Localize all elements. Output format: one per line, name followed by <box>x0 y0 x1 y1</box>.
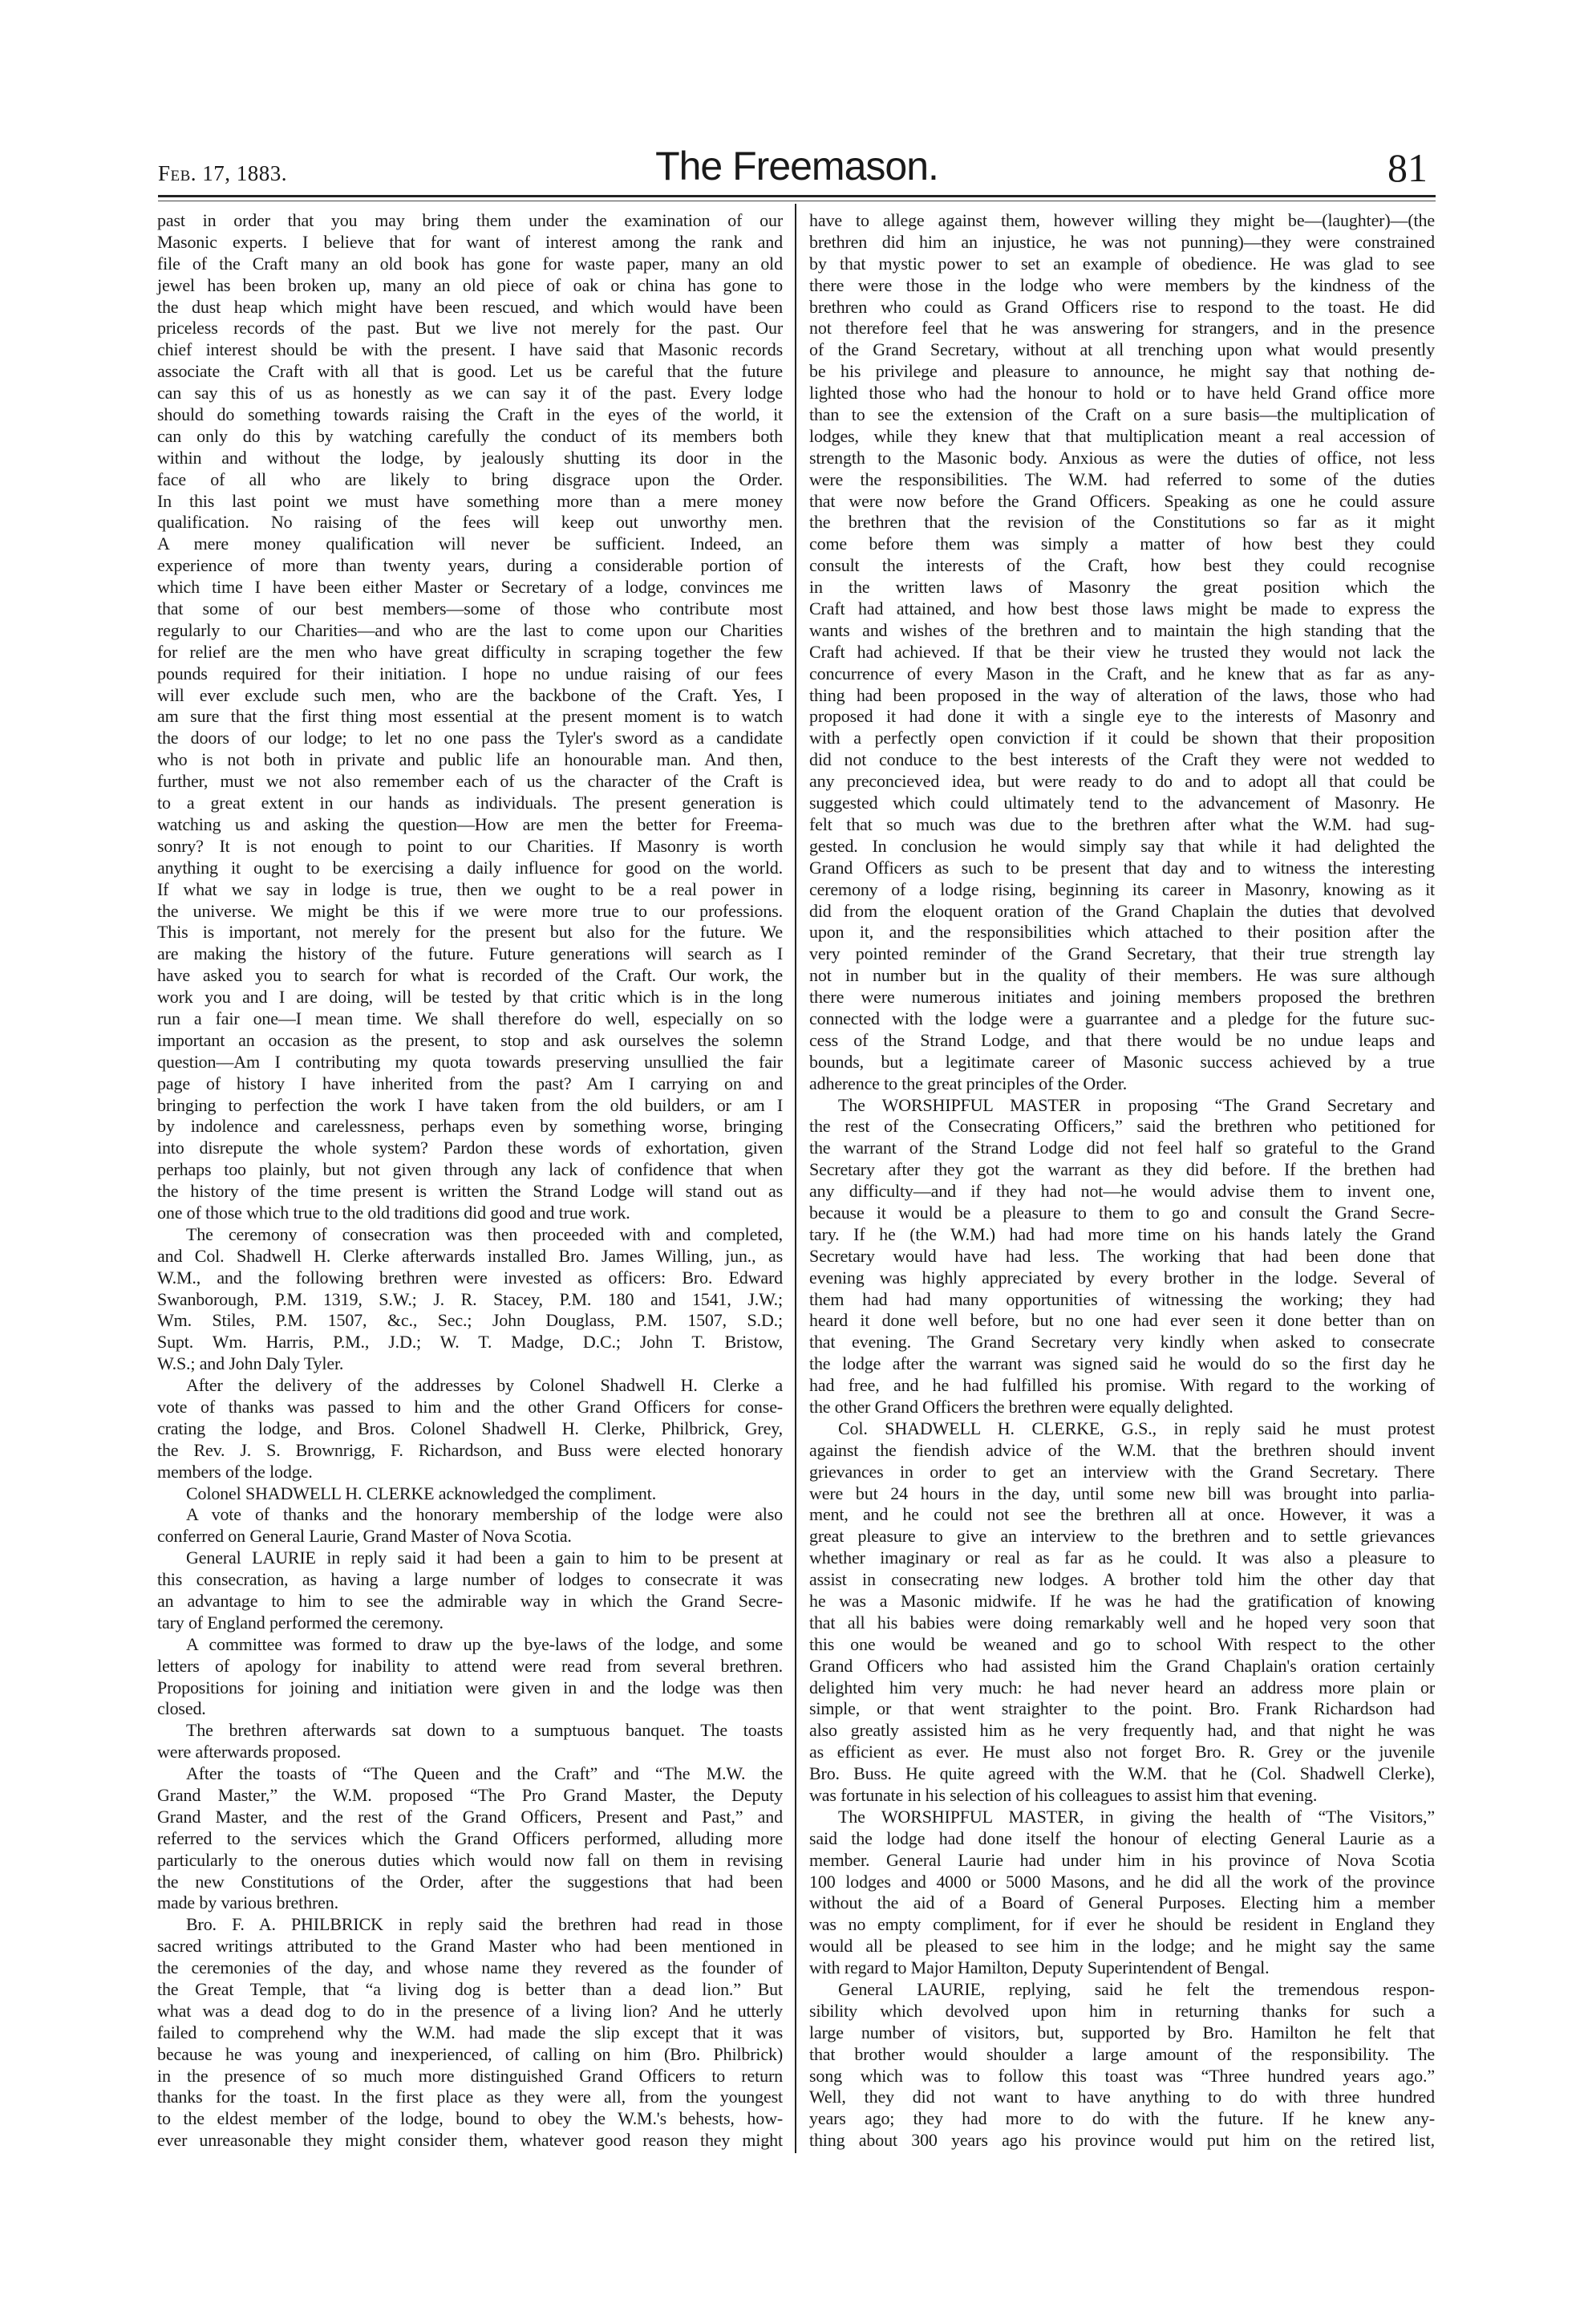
paragraph <box>157 1504 783 1547</box>
text-line: am sure that the first thing most essential at the present moment is to watch <box>157 706 783 727</box>
paragraph <box>157 1375 783 1483</box>
text-line: question—Am I contributing my quota towards preserving unsullied the fair <box>157 1051 783 1072</box>
text-line: there were those in the lodge who were members by the kindness of the <box>809 274 1435 295</box>
text-line: against the fiendish advice of the W.M. that the brethren should invent <box>809 1439 1435 1460</box>
text-line: lodges, while they knew that that multiplication meant a real accession of <box>809 425 1435 446</box>
text-line: cess of the Strand Lodge, and that there would be no undue leaps and <box>809 1029 1435 1050</box>
text-line: perhaps too plainly, but not given through any lack of confidence that when <box>157 1159 783 1180</box>
text-line: important an occasion as the present, to stop and ask ourselves the solemn <box>157 1029 783 1050</box>
text-line: A mere money qualification will never be sufficient. Indeed, an <box>157 533 783 554</box>
text-line: any preconcieved idea, but were ready to do and to adopt all that could be <box>809 771 1435 792</box>
text-line: Col. SHADWELL H. CLERKE, G.S., in reply said he must protest <box>838 1418 1435 1438</box>
text-line: be his privilege and pleasure to announce, he might say that nothing de- <box>809 361 1435 382</box>
text-line: did from the eloquent oration of the Grand Chaplain the duties that devolved <box>809 900 1435 921</box>
text-line: Grand Officers who had assisted him the Grand Chaplain's oration certainly <box>809 1655 1435 1676</box>
text-line: that some of our best members—some of those who contribute most <box>157 598 783 619</box>
text-line: without the aid of a Board of General Purposes. Electing him a member <box>809 1892 1435 1913</box>
text-line: Bro. Buss. He quite agreed with the W.M. that he (Col. Shadwell Clerke), <box>809 1763 1435 1784</box>
text-line: tary. If he (the W.M.) had had more time on his hands lately the Grand <box>809 1223 1435 1244</box>
text-line: can only do this by watching carefully the conduct of its members both <box>157 425 783 446</box>
column-divider <box>795 204 796 2153</box>
text-line: page of history I have inherited from the past? Am I carrying on and <box>157 1073 783 1093</box>
text-line: closed. <box>157 1698 206 1719</box>
text-line: whether imaginary or real as far as he could. It was also a pleasure to <box>809 1547 1435 1568</box>
text-line: General LAURIE, replying, said he felt the tremendous respon- <box>838 1979 1435 2000</box>
text-line: the rest of the Consecrating Officers,” said the brethren who petitioned for <box>809 1116 1435 1137</box>
text-line: lighted those who had the honour to hold or to have held Grand office more <box>809 383 1435 404</box>
text-line: should do something towards raising the Craft in the eyes of the world, it <box>157 404 783 425</box>
text-line: years ago; they had more to do with the future. If he knew any- <box>809 2108 1435 2129</box>
text-line: referred to the services which the Grand Officers performed, alluding more <box>157 1827 783 1848</box>
text-line: tary of England performed the ceremony. <box>157 1612 444 1633</box>
text-line: had free, and he had fulfilled his promise. With regard to the working of <box>809 1375 1435 1396</box>
text-line: Craft had achieved. If that be their view he trusted they would not lack the <box>809 641 1435 662</box>
masthead <box>158 136 1436 193</box>
text-line: to a great extent in our hands as individuals. The present generation is <box>157 793 783 813</box>
text-line: General LAURIE in reply said it had been a gain to him to be present at <box>186 1547 783 1568</box>
text-line: jewel has been broken up, many an old piece of oak or china has gone to <box>157 274 783 295</box>
text-line: this one would be weaned and go to school With respect to the other <box>809 1633 1435 1654</box>
text-line: with a perfectly open conviction if it could be shown that their proposition <box>809 728 1435 748</box>
text-line: regularly to our Charities—and who are the last to come upon our Charities <box>157 619 783 640</box>
text-line: the dust heap which might have been rescued, and which would have been <box>157 296 783 317</box>
text-line: were but 24 hours in the day, until some new bill was brought into parlia- <box>809 1483 1435 1503</box>
text-line: concurrence of every Mason in the Craft, and he knew that as far as any- <box>809 663 1435 683</box>
text-line: ever unreasonable they might consider them, whatever good reason they might <box>157 2130 783 2151</box>
text-line: run a fair one—I mean time. We shall therefore do well, especially on so <box>157 1008 783 1028</box>
paragraph <box>157 210 783 1224</box>
text-line: he was a Masonic midwife. If he was he had the gratification of knowing <box>809 1591 1435 1611</box>
text-line: song which was to follow this toast was “Three hundred years ago.” <box>809 2065 1435 2086</box>
text-line: also greatly assisted him as he very frequently had, and that night he was <box>809 1720 1435 1741</box>
text-line: The ceremony of consecration was then proceeded with and completed, <box>186 1223 783 1244</box>
text-line: that were now before the Grand Officers. Speaking as one he could assure <box>809 490 1435 511</box>
text-line: will ever exclude such men, who are the backbone of the Craft. Yes, I <box>157 684 783 705</box>
text-line: adherence to the great principles of the Order. <box>809 1073 1128 1093</box>
text-line: grievances in order to get an interview with the Grand Secretary. There <box>809 1461 1435 1482</box>
text-line: Wm. Stiles, P.M. 1507, &c., Sec.; John Douglass, P.M. 1507, S.D.; <box>157 1310 783 1331</box>
text-line: felt that so much was due to the brethren after what the W.M. had sug- <box>809 813 1435 834</box>
text-line: chief interest should be with the present. I have said that Masonic records <box>157 339 783 360</box>
text-line: an advantage to him to see the admirable way in which the Grand Secre- <box>157 1591 783 1611</box>
text-line: consult the interests of the Craft, how best they could recognise <box>809 555 1435 576</box>
text-line: can say this of us as honestly as we can say it of the past. Every lodge <box>157 383 783 404</box>
paragraph <box>157 1634 783 1721</box>
text-line: for relief are the men who have great difficulty in scraping together the few <box>157 641 783 662</box>
text-line: there were numerous initiates and joining members proposed the brethren <box>809 987 1435 1008</box>
text-line: in the written laws of Masonry the great position which the <box>809 577 1435 598</box>
text-line: this consecration, as having a large number of lodges to consecrate it was <box>157 1569 783 1590</box>
text-line: delighted him very much: he had never heard an address more plain or <box>809 1677 1435 1698</box>
text-line: sibility which devolved upon him in returning thanks for such a <box>809 2000 1435 2021</box>
text-line: large number of visitors, but, supported by Bro. Hamilton he felt that <box>809 2022 1435 2042</box>
text-line: Secretary would have had less. The working that had been done that <box>809 1245 1435 1266</box>
text-line: the Rev. J. S. Brownrigg, F. Richardson, and Buss were elected honorary <box>157 1439 783 1460</box>
text-line: W.M., and the following brethren were invested as officers: Bro. Edward <box>157 1267 783 1288</box>
text-line: sacred writings attributed to the Grand Master who had been mentioned in <box>157 1936 783 1957</box>
text-line: the ceremonies of the day, and whose name they revered as the founder of <box>157 1957 783 1978</box>
text-line: simple, or that went straighter to the point. Bro. Frank Richardson had <box>809 1698 1435 1719</box>
text-line: in the presence of so much more distinguished Grand Officers to return <box>157 2065 783 2086</box>
text-line: further, must we not also remember each of us the character of the Craft is <box>157 771 783 792</box>
text-line: brethren did him an injustice, he was not punning)—they were constrained <box>809 231 1435 252</box>
text-line: ment, and he could not see the brethren all at once. However, it was a <box>809 1504 1435 1525</box>
text-line: face of all who are likely to bring disgrace upon the Order. <box>157 468 783 489</box>
text-line: The WORSHIPFUL MASTER in proposing “The Grand Secretary and <box>838 1094 1435 1115</box>
text-line: particularly to the onerous duties which would now fall on them in revising <box>157 1849 783 1870</box>
text-line: the brethren that the revision of the Constitutions so far as it might <box>809 512 1435 533</box>
text-line: anything it ought to be exercising a daily influence for good on the world. <box>157 857 783 878</box>
text-line: work you and I are doing, will be tested by that critic which is in the long <box>157 987 783 1008</box>
text-line: failed to comprehend why the W.M. had made the slip except that it was <box>157 2022 783 2042</box>
text-line: by indolence and carelessness, perhaps even by something worse, bringing <box>157 1116 783 1137</box>
text-line: the lodge after the warrant was signed said he would do so the first day he <box>809 1353 1435 1374</box>
paragraph <box>809 1807 1435 1979</box>
text-line: not therefore feel that he was answering for strangers, and in the presence <box>809 318 1435 339</box>
text-line: Supt. Wm. Harris, P.M., J.D.; W. T. Madge, D.C.; John T. Bristow, <box>157 1332 783 1353</box>
text-line: the warrant of the Strand Lodge did not feel half so grateful to the Grand <box>809 1138 1435 1158</box>
text-line: into disrepute the whole system? Pardon these words of exhortation, given <box>157 1138 783 1158</box>
text-line: the doors of our lodge; to let no one pass the Tyler's sword as a candidate <box>157 728 783 748</box>
text-line: W.S.; and John Daly Tyler. <box>157 1353 344 1374</box>
text-line: brethren who could as Grand Officers rise to respond to the toast. He did <box>809 296 1435 317</box>
text-line: The WORSHIPFUL MASTER, in giving the health of “The Visitors,” <box>838 1806 1435 1827</box>
paragraph <box>809 1979 1435 2152</box>
text-line: Craft had attained, and how best those laws might be made to express the <box>809 598 1435 619</box>
text-line: very pointed reminder of the Grand Secretary, that their true strength lay <box>809 943 1435 964</box>
text-line: watching us and asking the question—How are men the better for Freema- <box>157 813 783 834</box>
text-line: assist in consecrating new lodges. A brother told him the other day that <box>809 1569 1435 1590</box>
paragraph <box>157 1224 783 1375</box>
text-line: connected with the lodge were a guarrantee and a pledge for the future suc- <box>809 1008 1435 1028</box>
text-line: proposed it had done it with a single eye to the interests of Masonry and <box>809 706 1435 727</box>
text-line: The brethren afterwards sat down to a sumptuous banquet. The toasts <box>186 1720 783 1741</box>
text-line: the history of the time present is written the Strand Lodge will stand out as <box>157 1181 783 1202</box>
text-line: If what we say in lodge is true, then we ought to be a real power in <box>157 878 783 899</box>
paragraph <box>809 1418 1435 1807</box>
text-line: were the responsibilities. The W.M. had referred to some of the duties <box>809 468 1435 489</box>
text-line: In this last point we must have something more than a mere money <box>157 490 783 511</box>
text-line: After the delivery of the addresses by Colonel Shadwell H. Clerke a <box>186 1375 783 1396</box>
text-line: than to see the extension of the Craft on a sure basis—the multiplication of <box>809 404 1435 425</box>
text-line: of the Grand Secretary, without at all trenching upon what would presently <box>809 339 1435 360</box>
text-line: vote of thanks was passed to him and the other Grand Officers for conse- <box>157 1396 783 1417</box>
text-line: thing about 300 years ago his province would put him on the retired list, <box>809 2130 1435 2151</box>
text-line: as efficient as ever. He must also not forget Bro. R. Grey or the juvenile <box>809 1742 1435 1762</box>
text-line: with regard to Major Hamilton, Deputy Superintendent of Bengal. <box>809 1957 1270 1978</box>
text-line: that evening. The Grand Secretary very kindly when asked to consecrate <box>809 1332 1435 1353</box>
paragraph <box>157 1547 783 1634</box>
text-line: ceremony of a lodge rising, beginning its career in Masonry, knowing as it <box>809 878 1435 899</box>
text-line: Propositions for joining and initiation were given in and the lodge was then <box>157 1677 783 1698</box>
text-line: thing had been proposed in the way of alteration of the laws, those who had <box>809 684 1435 705</box>
page-number: 81 <box>1387 145 1428 190</box>
text-line: Colonel SHADWELL H. CLERKE acknowledged the compliment. <box>186 1483 657 1503</box>
text-line: thanks for the toast. In the first place as they were all, from the youngest <box>157 2087 783 2107</box>
text-line: made by various brethren. <box>157 1892 338 1913</box>
text-line: pounds required for their initiation. I hope no undue raising of our fees <box>157 663 783 683</box>
text-line: wants and wishes of the brethren and to maintain the high standing that the <box>809 619 1435 640</box>
paragraph <box>157 1763 783 1914</box>
text-line: the universe. We might be this if we were more true to our professions. <box>157 900 783 921</box>
text-line: gested. In conclusion he would simply say that while it had delighted the <box>809 835 1435 856</box>
text-line: was fortunate in his selection of his colleagues to assist him that evening. <box>809 1785 1318 1806</box>
text-line: Grand Master,” the W.M. proposed “The Pro Grand Master, the Deputy <box>157 1785 783 1806</box>
text-line: and Col. Shadwell H. Clerke afterwards installed Bro. James Willing, jun., as <box>157 1245 783 1266</box>
text-line: Masonic experts. I believe that for want of interest among the rank and <box>157 231 783 252</box>
text-line: would all be pleased to see him in the lodge; and he might say the same <box>809 1936 1435 1957</box>
text-line: because it would be a pleasure to them to go and consult the Grand Secre- <box>809 1202 1435 1223</box>
text-line: are making the history of the future. Future generations will search as I <box>157 943 783 964</box>
issue-date: Feb. 17, 1883. <box>158 161 288 185</box>
text-line: great pleasure to give an interview to the brethren and to settle grievances <box>809 1526 1435 1547</box>
text-line: heard it done well before, but no one had ever seen it done better than on <box>809 1310 1435 1331</box>
text-line: who is not both in private and public life an honourable man. And then, <box>157 749 783 770</box>
text-line: what was a dead dog to do in the presence of a living lion? And he utterly <box>157 2000 783 2021</box>
text-line: Secretary after they got the warrant as they did before. If the brethen had <box>809 1159 1435 1180</box>
text-line: which time I have been either Master or Secretary of a lodge, convinces me <box>157 577 783 598</box>
text-line: were afterwards proposed. <box>157 1742 341 1762</box>
text-line: them had had many opportunities of witnessing the working; they had <box>809 1288 1435 1309</box>
newspaper-title: The Freemason. <box>655 144 938 189</box>
text-line: bounds, but a legitimate career of Masonic success achieved by a true <box>809 1051 1435 1072</box>
text-line: come before them was simply a matter of how best they could <box>809 533 1435 554</box>
text-line: This is important, not merely for the present but also for the future. We <box>157 922 783 943</box>
text-line: strength to the Masonic body. Anxious as were the duties of office, not less <box>809 447 1435 468</box>
text-line: have to allege against them, however willing they might be—(laughter)—(the <box>809 210 1435 230</box>
text-line: qualification. No raising of the fees will keep out unworthy men. <box>157 512 783 533</box>
paragraph <box>157 1483 783 1505</box>
text-line: crating the lodge, and Bros. Colonel Shadwell H. Clerke, Philbrick, Grey, <box>157 1418 783 1438</box>
text-line: any difficulty—and if they had not—he would advise them to invent one, <box>809 1181 1435 1202</box>
text-line: file of the Craft many an old book has gone for waste paper, many an old <box>157 253 783 274</box>
paragraph <box>157 1720 783 1763</box>
text-line: have asked you to search for what is recorded of the Craft. Our work, the <box>157 965 783 986</box>
text-line: by that mystic power to set an example of obedience. He was glad to see <box>809 253 1435 274</box>
text-line: upon it, and the responsibilities which attached to their position after the <box>809 922 1435 943</box>
text-line: within and without the lodge, by jealously shutting its door in the <box>157 447 783 468</box>
text-line: Swanborough, P.M. 1319, S.W.; J. R. Stacey, P.M. 180 and 1541, J.W.; <box>157 1288 783 1309</box>
paragraph <box>157 1914 783 2152</box>
paragraph <box>809 1095 1435 1418</box>
article-column-right <box>809 210 1435 2152</box>
text-line: conferred on General Laurie, Grand Master of Nova Scotia. <box>157 1526 572 1547</box>
text-line: the Great Temple, that “a living dog is better than a dead lion.” But <box>157 1979 783 2000</box>
text-line: that brother would shoulder a large amount of the responsibility. The <box>809 2043 1435 2064</box>
text-line: to the eldest member of the lodge, bound to obey the W.M.'s behests, how- <box>157 2108 783 2129</box>
text-line: not in number but in the quality of their members. He was sure although <box>809 965 1435 986</box>
text-line: past in order that you may bring them under the examination of our <box>157 210 783 230</box>
text-line: because he was young and inexperienced, of calling on him (Bro. Philbrick) <box>157 2043 783 2064</box>
text-line: that all his babies were doing remarkably well and he hoped very soon that <box>809 1612 1435 1633</box>
text-line: A committee was formed to draw up the bye-laws of the lodge, and some <box>186 1633 783 1654</box>
text-line: experience of more than twenty years, during a considerable portion of <box>157 555 783 576</box>
paragraph <box>809 210 1435 1095</box>
text-line: A vote of thanks and the honorary membership of the lodge were also <box>186 1504 783 1525</box>
text-line: letters of apology for inability to attend were read from several brethren. <box>157 1655 783 1676</box>
text-line: Bro. F. A. PHILBRICK in reply said the brethren had read in those <box>186 1914 783 1935</box>
text-line: member. General Laurie had under him in his province of Nova Scotia <box>809 1849 1435 1870</box>
text-line: the other Grand Officers the brethren were equally delighted. <box>809 1396 1233 1417</box>
text-line: Well, they did not want to have anything to do with three hundred <box>809 2087 1435 2107</box>
text-line: 100 lodges and 4000 or 5000 Masons, and he did all the work of the province <box>809 1871 1435 1892</box>
text-line: was no empty compliment, for if ever he should be resident in England they <box>809 1914 1435 1935</box>
text-line: sonry? It is not enough to point to our Charities. If Masonry is worth <box>157 835 783 856</box>
text-line: bringing to perfection the work I have taken from the old builders, or am I <box>157 1094 783 1115</box>
header-rule <box>158 195 1436 197</box>
text-line: the new Constitutions of the Order, after the suggestions that had been <box>157 1871 783 1892</box>
article-column-left <box>157 210 783 2152</box>
text-line: associate the Craft with all that is good. Let us be careful that the future <box>157 361 783 382</box>
text-line: members of the lodge. <box>157 1461 313 1482</box>
text-line: did not conduce to the best interests of the Craft they were not wedded to <box>809 749 1435 770</box>
text-line: said the lodge had done itself the honour of electing General Laurie as a <box>809 1827 1435 1848</box>
text-line: Grand Officers as such to be present that day and to witness the interesting <box>809 857 1435 878</box>
text-line: priceless records of the past. But we live not merely for the past. Our <box>157 318 783 339</box>
text-line: one of those which true to the old traditions did good and true work. <box>157 1202 630 1223</box>
text-line: After the toasts of “The Queen and the Craft” and “The M.W. the <box>186 1763 783 1784</box>
text-line: evening was highly appreciated by every brother in the lodge. Several of <box>809 1267 1435 1288</box>
text-line: Grand Master, and the rest of the Grand Officers, Present and Past,” and <box>157 1806 783 1827</box>
text-line: suggested which could ultimately tend to the advancement of Masonry. He <box>809 793 1435 813</box>
